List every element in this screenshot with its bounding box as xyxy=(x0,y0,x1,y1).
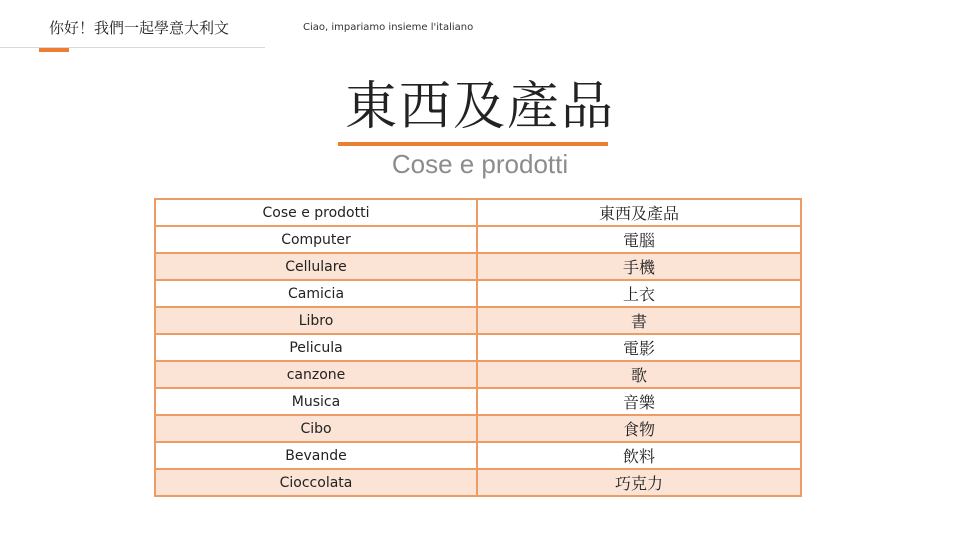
chinese-word: 飲料 xyxy=(477,442,801,469)
header-left-text: 你好！我們一起學意大利文 xyxy=(49,19,230,37)
chinese-word: 手機 xyxy=(477,253,801,280)
chinese-word: 書 xyxy=(477,307,801,334)
table-header-row xyxy=(155,199,801,226)
italian-word: canzone xyxy=(155,361,477,388)
table-row xyxy=(155,226,801,253)
vocabulary-table xyxy=(154,198,802,497)
italian-word: Cibo xyxy=(155,415,477,442)
table-row xyxy=(155,469,801,496)
header-right-text: Ciao, impariamo insieme l'italiano xyxy=(303,22,474,33)
title-underline xyxy=(338,142,608,146)
chinese-word: 電腦 xyxy=(477,226,801,253)
italian-word: Libro xyxy=(155,307,477,334)
chinese-word: 音樂 xyxy=(477,388,801,415)
italian-word: Cellulare xyxy=(155,253,477,280)
chinese-word: 上衣 xyxy=(477,280,801,307)
table-row xyxy=(155,442,801,469)
table-row xyxy=(155,280,801,307)
header-accent-bar xyxy=(39,48,69,52)
slide-subtitle: Cose e prodotti xyxy=(391,149,569,179)
table-row xyxy=(155,334,801,361)
table-row xyxy=(155,361,801,388)
chinese-word: 巧克力 xyxy=(477,469,801,496)
chinese-word: 歌 xyxy=(477,361,801,388)
italian-word: Camicia xyxy=(155,280,477,307)
table-row xyxy=(155,253,801,280)
table-row xyxy=(155,388,801,415)
column-header-chinese: 東西及產品 xyxy=(477,199,801,226)
table-row xyxy=(155,415,801,442)
italian-word: Musica xyxy=(155,388,477,415)
table-row xyxy=(155,307,801,334)
italian-word: Cioccolata xyxy=(155,469,477,496)
slide-title: 東西及產品 xyxy=(344,77,615,137)
italian-word: Pelicula xyxy=(155,334,477,361)
italian-word: Computer xyxy=(155,226,477,253)
chinese-word: 食物 xyxy=(477,415,801,442)
chinese-word: 電影 xyxy=(477,334,801,361)
column-header-italian: Cose e prodotti xyxy=(155,199,477,226)
italian-word: Bevande xyxy=(155,442,477,469)
